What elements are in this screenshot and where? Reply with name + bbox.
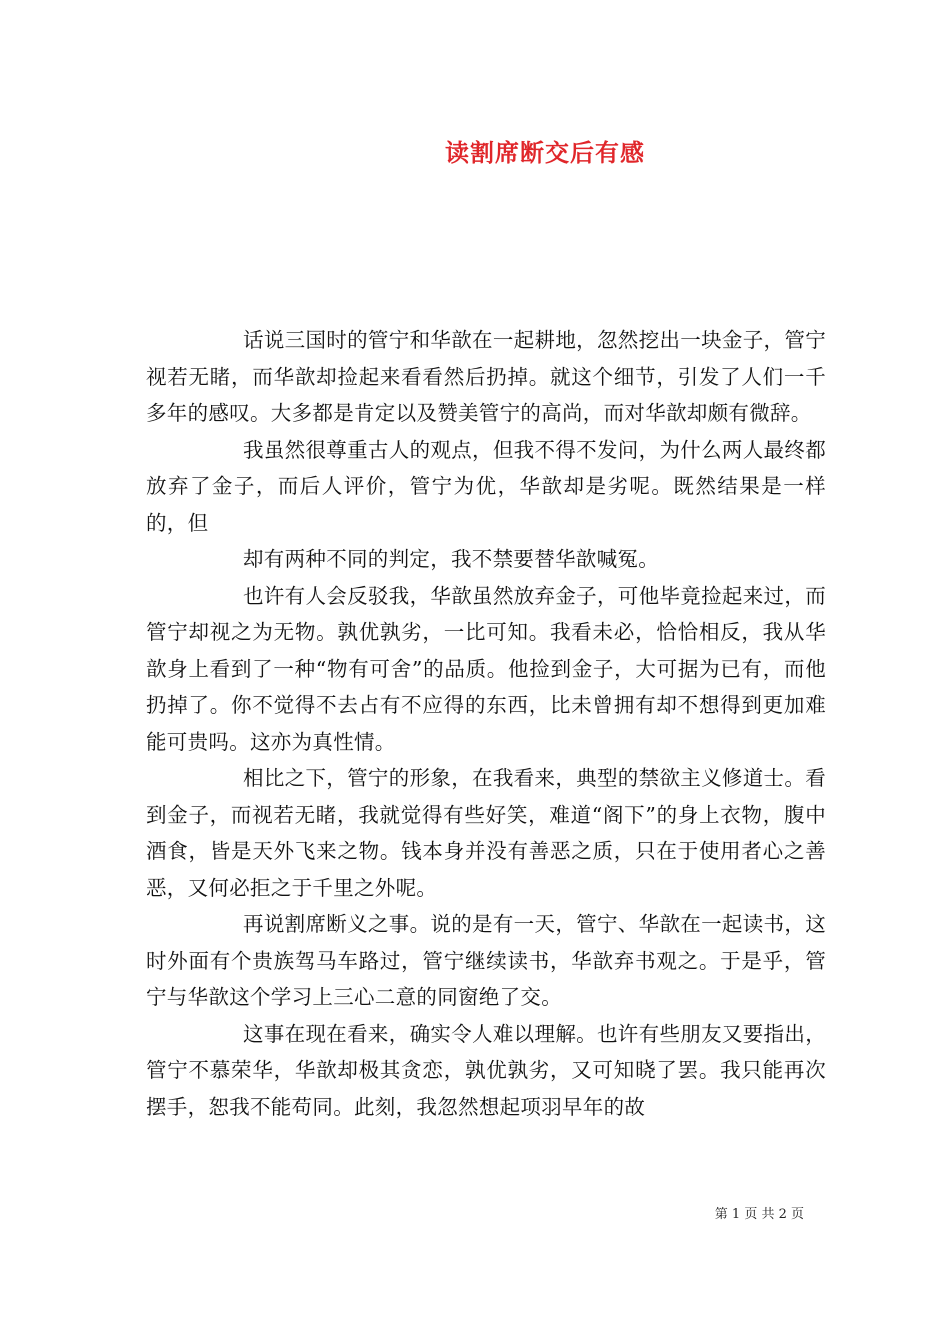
page-number-footer: 第 1 页 共 2 页	[714, 1207, 804, 1222]
paragraph: 我虽然很尊重古人的观点，但我不得不发问，为什么两人最终都放弃了金子，而后人评价，管宁为优，华歆却是劣呢。既然结果是一样的，但	[146, 437, 826, 535]
paragraph: 相比之下，管宁的形象，在我看来，典型的禁欲主义修道士。看到金子，而视若无睹，我就觉得有些好笑，难道“阁下”的身上衣物，腹中酒食，皆是天外飞来之物。钱本身并没有善恶之质，只在于使用者心之善恶，又何必拒之于千里之外呢。	[146, 766, 826, 900]
paragraph: 再说割席断义之事。说的是有一天，管宁、华歆在一起读书，这时外面有个贵族驾马车路过，管宁继续读书，华歆弃书观之。于是乎，管宁与华歆这个学习上三心二意的同窗绝了交。	[146, 912, 826, 1009]
document-body	[146, 322, 826, 1125]
paragraph: 话说三国时的管宁和华歆在一起耕地，忽然挖出一块金子，管宁视若无睹，而华歆却捡起来看看然后扔掉。就这个细节，引发了人们一千多年的感叹。大多都是肯定以及赞美管宁的高尚，而对华歆却颇有微辞。	[146, 328, 826, 425]
paragraph: 却有两种不同的判定，我不禁要替华歆喊冤。	[243, 547, 659, 571]
paragraph: 这事在现在看来，确实令人难以理解。也许有些朋友又要指出，管宁不慕荣华，华歆却极其贪恋，孰优孰劣，又可知晓了罢。我只能再次摆手，恕我不能苟同。此刻，我忽然想起项羽早年的故	[146, 1021, 826, 1119]
document-title: 读割席断交后有感	[445, 138, 645, 167]
paragraph: 也许有人会反驳我，华歆虽然放弃金子，可他毕竟捡起来过，而管宁却视之为无物。孰优孰劣，一比可知。我看未必，恰恰相反，我从华歆身上看到了一种“物有可舍”的品质。他捡到金子，大可据为已有，而他扔掉了。你不觉得不去占有不应得的东西，比未曾拥有却不想得到更加难能可贵吗。这亦为真性情。	[146, 583, 826, 754]
